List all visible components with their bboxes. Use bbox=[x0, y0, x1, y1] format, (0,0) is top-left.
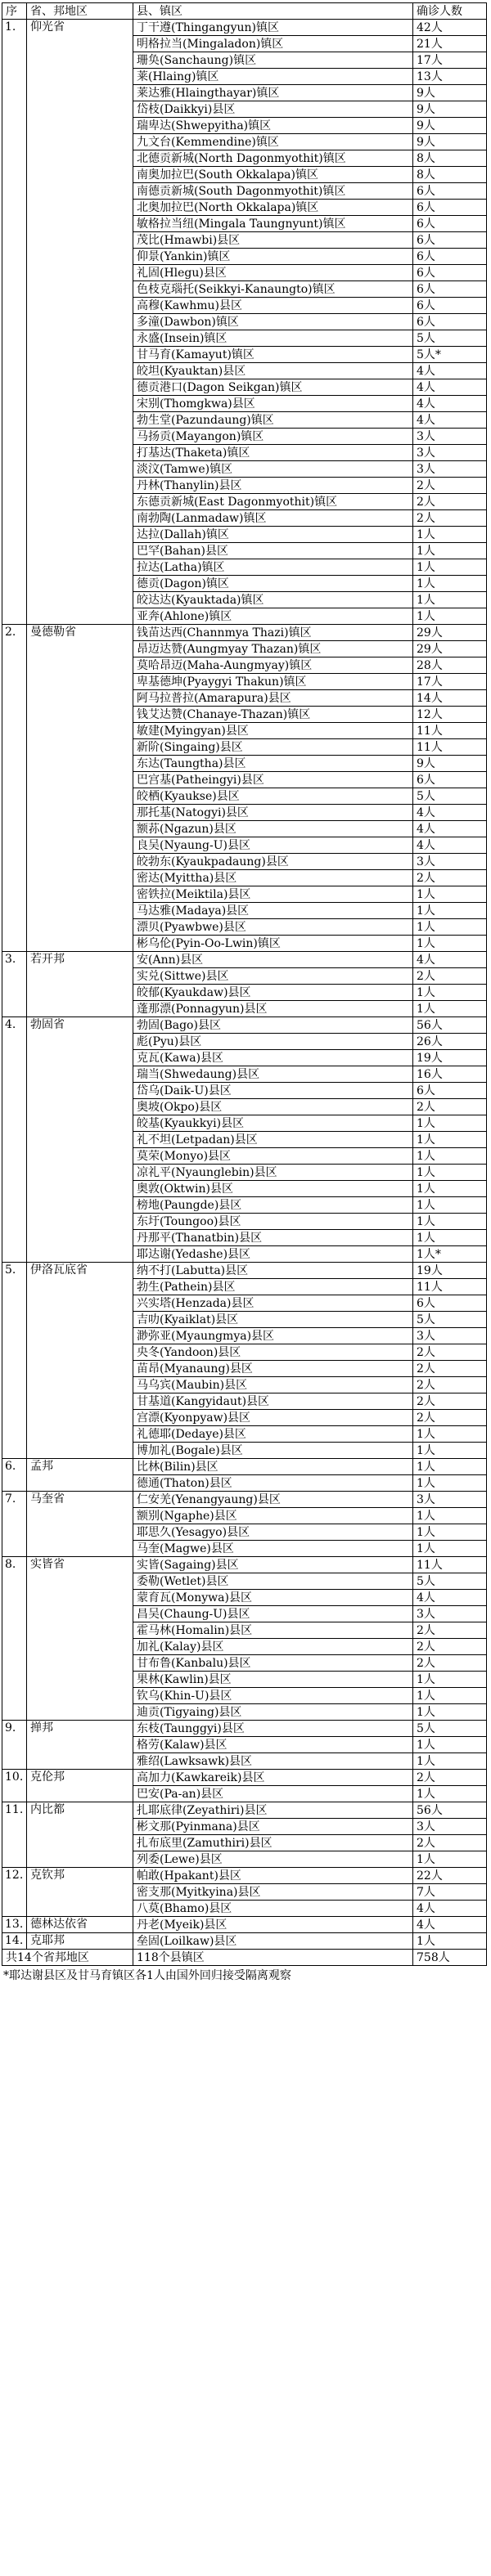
case-count: 1人 bbox=[413, 1524, 487, 1541]
region-name: 实皆省 bbox=[27, 1557, 133, 1721]
town-name: 丹林(Thanylin)县区 bbox=[133, 478, 413, 494]
total-label: 共14个省邦地区 bbox=[2, 1950, 133, 1966]
town-name: 东达(Taungtha)县区 bbox=[133, 756, 413, 772]
town-name: 迪贡(Tigyaing)县区 bbox=[133, 1704, 413, 1721]
region-name: 内比都 bbox=[27, 1802, 133, 1868]
town-name: 色枝克瑙托(Seikkyi-Kanaungto)镇区 bbox=[133, 281, 413, 298]
town-name: 蒙育瓦(Monywa)县区 bbox=[133, 1590, 413, 1606]
case-count: 2人 bbox=[413, 870, 487, 886]
region-name: 克伦邦 bbox=[27, 1770, 133, 1802]
case-count: 6人 bbox=[413, 183, 487, 200]
town-name: 央冬(Yandoon)县区 bbox=[133, 1344, 413, 1361]
town-name: 勃固(Bago)县区 bbox=[133, 1017, 413, 1034]
town-name: 昌吴(Chaung-U)县区 bbox=[133, 1606, 413, 1622]
region-name: 若开邦 bbox=[27, 952, 133, 1017]
town-name: 丹老(Myeik)县区 bbox=[133, 1917, 413, 1933]
town-name: 丁干遵(Thingangyun)镇区 bbox=[133, 20, 413, 36]
case-count: 3人 bbox=[413, 854, 487, 870]
town-name: 南勃陶(Lanmadaw)镇区 bbox=[133, 510, 413, 527]
case-count: 5人 bbox=[413, 330, 487, 347]
case-count: 6人 bbox=[413, 1295, 487, 1312]
case-count: 2人 bbox=[413, 1410, 487, 1426]
town-name: 岱枝(Daikkyi)县区 bbox=[133, 101, 413, 118]
table-row bbox=[2, 1017, 487, 1034]
town-name: 列委(Lewe)县区 bbox=[133, 1851, 413, 1868]
town-name: 达拉(Dallah)镇区 bbox=[133, 527, 413, 543]
case-count: 1人* bbox=[413, 1246, 487, 1263]
region-seq: 13. bbox=[2, 1917, 27, 1933]
town-name: 漂贝(Pyawbwe)县区 bbox=[133, 919, 413, 936]
case-count: 6人 bbox=[413, 249, 487, 265]
case-count: 5人 bbox=[413, 1312, 487, 1328]
town-name: 永盛(Insein)镇区 bbox=[133, 330, 413, 347]
region-seq: 8. bbox=[2, 1557, 27, 1721]
town-name: 钱苗达西(Channmya Thazi)镇区 bbox=[133, 625, 413, 641]
case-count: 1人 bbox=[413, 1851, 487, 1868]
case-count: 11人 bbox=[413, 723, 487, 739]
case-count: 4人 bbox=[413, 1590, 487, 1606]
town-name: 吉叻(Kyaiklat)县区 bbox=[133, 1312, 413, 1328]
case-count: 2人 bbox=[413, 478, 487, 494]
town-name: 礼不坦(Letpadan)县区 bbox=[133, 1132, 413, 1148]
case-count: 1人 bbox=[413, 1001, 487, 1017]
covid-case-table-document bbox=[2, 2, 486, 1984]
region-seq: 6. bbox=[2, 1459, 27, 1492]
case-count: 4人 bbox=[413, 837, 487, 854]
case-count: 19人 bbox=[413, 1263, 487, 1279]
town-name: 明格拉当(Mingaladon)镇区 bbox=[133, 36, 413, 52]
region-name: 孟邦 bbox=[27, 1459, 133, 1492]
case-count: 9人 bbox=[413, 756, 487, 772]
case-count: 1人 bbox=[413, 903, 487, 919]
case-count: 2人 bbox=[413, 1622, 487, 1639]
case-count: 1人 bbox=[413, 1230, 487, 1246]
case-count: 8人 bbox=[413, 167, 487, 183]
town-name: 钦乌(Khin-U)县区 bbox=[133, 1688, 413, 1704]
town-name: 礼固(Hlegu)县区 bbox=[133, 265, 413, 281]
case-count: 1人 bbox=[413, 1688, 487, 1704]
town-name: 博加礼(Bogale)县区 bbox=[133, 1443, 413, 1459]
case-count: 6人 bbox=[413, 314, 487, 330]
case-count: 2人 bbox=[413, 510, 487, 527]
town-name: 高穆(Kawhmu)县区 bbox=[133, 298, 413, 314]
town-name: 皎勃东(Kyaukpadaung)县区 bbox=[133, 854, 413, 870]
footnote: *耶达谢县区及甘马育镇区各1人由国外回归接受隔离观察 bbox=[3, 1969, 291, 1982]
town-name: 北奥加拉巴(North Okkalapa)镇区 bbox=[133, 200, 413, 216]
town-name: 密支那(Myitkyina)县区 bbox=[133, 1884, 413, 1901]
town-name: 密铁拉(Meiktila)县区 bbox=[133, 886, 413, 903]
case-count: 1人 bbox=[413, 1181, 487, 1197]
town-name: 高加力(Kawkareik)县区 bbox=[133, 1770, 413, 1786]
region-name: 曼德勒省 bbox=[27, 625, 133, 952]
town-name: 甘马育(Kamayut)镇区 bbox=[133, 347, 413, 363]
town-name: 仰景(Yankin)镇区 bbox=[133, 249, 413, 265]
town-name: 亚奔(Ahlone)镇区 bbox=[133, 608, 413, 625]
town-name: 皎基(Kyaukkyi)县区 bbox=[133, 1115, 413, 1132]
town-name: 莫荣(Monyo)县区 bbox=[133, 1148, 413, 1165]
case-count: 22人 bbox=[413, 1868, 487, 1884]
case-count: 1人 bbox=[413, 1426, 487, 1443]
town-name: 马奎(Magwe)县区 bbox=[133, 1541, 413, 1557]
case-count: 5人 bbox=[413, 788, 487, 805]
region-seq: 4. bbox=[2, 1017, 27, 1263]
case-count: 2人 bbox=[413, 1377, 487, 1393]
case-count: 1人 bbox=[413, 1475, 487, 1492]
case-count: 1人 bbox=[413, 919, 487, 936]
town-name: 淡汶(Tamwe)镇区 bbox=[133, 461, 413, 478]
town-name: 东圩(Toungoo)县区 bbox=[133, 1214, 413, 1230]
town-name: 甘布鲁(Kanbalu)县区 bbox=[133, 1655, 413, 1672]
case-count: 1人 bbox=[413, 559, 487, 576]
case-count: 2人 bbox=[413, 1835, 487, 1851]
case-count: 13人 bbox=[413, 69, 487, 85]
case-count: 1人 bbox=[413, 985, 487, 1001]
case-count: 11人 bbox=[413, 739, 487, 756]
town-name: 那托基(Natogyi)县区 bbox=[133, 805, 413, 821]
town-name: 兴实塔(Henzada)县区 bbox=[133, 1295, 413, 1312]
town-name: 良吴(Nyaung-U)县区 bbox=[133, 837, 413, 854]
town-name: 奥坡(Okpo)县区 bbox=[133, 1099, 413, 1115]
region-seq: 7. bbox=[2, 1492, 27, 1557]
town-name: 卑基德坤(Pyaygyi Thakun)镇区 bbox=[133, 674, 413, 690]
case-count: 4人 bbox=[413, 379, 487, 396]
town-name: 东枝(Taunggyi)县区 bbox=[133, 1721, 413, 1737]
case-count: 4人 bbox=[413, 821, 487, 837]
table-body bbox=[2, 20, 487, 1950]
case-count: 1人 bbox=[413, 1737, 487, 1753]
town-name: 九文台(Kemmendine)镇区 bbox=[133, 134, 413, 150]
town-name: 珊奂(Sanchaung)镇区 bbox=[133, 52, 413, 69]
case-count: 28人 bbox=[413, 657, 487, 674]
case-count: 3人 bbox=[413, 1606, 487, 1622]
case-count: 4人 bbox=[413, 396, 487, 412]
case-count: 56人 bbox=[413, 1802, 487, 1819]
region-name: 德林达依省 bbox=[27, 1917, 133, 1933]
table-row bbox=[2, 1263, 487, 1279]
table-row bbox=[2, 1459, 487, 1475]
case-count: 19人 bbox=[413, 1050, 487, 1066]
town-name: 八莫(Bhamo)县区 bbox=[133, 1901, 413, 1917]
town-name: 莫哈昂迈(Maha-Aungmyay)镇区 bbox=[133, 657, 413, 674]
town-name: 帕敢(Hpakant)县区 bbox=[133, 1868, 413, 1884]
case-count: 1人 bbox=[413, 936, 487, 952]
case-count: 9人 bbox=[413, 134, 487, 150]
case-count: 11人 bbox=[413, 1557, 487, 1573]
town-name: 勃生(Pathein)县区 bbox=[133, 1279, 413, 1295]
town-name: 雅绍(Lawksawk)县区 bbox=[133, 1753, 413, 1770]
table-row bbox=[2, 1868, 487, 1884]
total-row bbox=[2, 1950, 487, 1966]
town-name: 莱(Hlaing)镇区 bbox=[133, 69, 413, 85]
town-name: 委勒(Wetlet)县区 bbox=[133, 1573, 413, 1590]
table-row bbox=[2, 1802, 487, 1819]
region-name: 克钦邦 bbox=[27, 1868, 133, 1917]
case-count: 1人 bbox=[413, 1459, 487, 1475]
town-name: 安(Ann)县区 bbox=[133, 952, 413, 968]
town-name: 苗昂(Myanaung)县区 bbox=[133, 1361, 413, 1377]
case-count: 1人 bbox=[413, 886, 487, 903]
case-count: 5人* bbox=[413, 347, 487, 363]
case-count: 1人 bbox=[413, 1214, 487, 1230]
case-count: 4人 bbox=[413, 363, 487, 379]
town-name: 耶思久(Yesagyo)县区 bbox=[133, 1524, 413, 1541]
region-seq: 1. bbox=[2, 20, 27, 625]
town-name: 德通(Thaton)县区 bbox=[133, 1475, 413, 1492]
town-name: 彬乌伦(Pyin-Oo-Lwin)镇区 bbox=[133, 936, 413, 952]
town-name: 多潼(Dawbon)镇区 bbox=[133, 314, 413, 330]
town-name: 巴罕(Bahan)县区 bbox=[133, 543, 413, 559]
town-name: 扎耶底律(Zeyathiri)县区 bbox=[133, 1802, 413, 1819]
table-row bbox=[2, 1770, 487, 1786]
case-count: 4人 bbox=[413, 805, 487, 821]
town-name: 皎达达(Kyauktada)镇区 bbox=[133, 592, 413, 608]
region-seq: 14. bbox=[2, 1933, 27, 1950]
town-name: 额荪(Ngazun)县区 bbox=[133, 821, 413, 837]
case-count: 17人 bbox=[413, 674, 487, 690]
town-name: 垒固(Loilkaw)县区 bbox=[133, 1933, 413, 1950]
case-count: 26人 bbox=[413, 1034, 487, 1050]
case-count: 2人 bbox=[413, 494, 487, 510]
case-count: 5人 bbox=[413, 1721, 487, 1737]
town-name: 加礼(Kalay)县区 bbox=[133, 1639, 413, 1655]
header-region: 省、邦地区 bbox=[27, 3, 133, 20]
region-seq: 12. bbox=[2, 1868, 27, 1917]
case-count: 1人 bbox=[413, 1786, 487, 1802]
case-count: 1人 bbox=[413, 576, 487, 592]
town-name: 德贡港口(Dagon Seikgan)镇区 bbox=[133, 379, 413, 396]
town-name: 瑞当(Shwedaung)县区 bbox=[133, 1066, 413, 1083]
case-count: 1人 bbox=[413, 1753, 487, 1770]
case-count: 6人 bbox=[413, 772, 487, 788]
case-count: 6人 bbox=[413, 200, 487, 216]
town-name: 纳不打(Labutta)县区 bbox=[133, 1263, 413, 1279]
case-count: 29人 bbox=[413, 625, 487, 641]
case-table bbox=[2, 2, 487, 1966]
town-name: 额别(Ngaphe)县区 bbox=[133, 1508, 413, 1524]
town-name: 打基达(Thaketa)镇区 bbox=[133, 445, 413, 461]
case-count: 9人 bbox=[413, 85, 487, 101]
case-count: 1人 bbox=[413, 1704, 487, 1721]
case-count: 3人 bbox=[413, 429, 487, 445]
town-name: 茂比(Hmawbi)县区 bbox=[133, 232, 413, 249]
table-row bbox=[2, 952, 487, 968]
case-count: 1人 bbox=[413, 1672, 487, 1688]
case-count: 17人 bbox=[413, 52, 487, 69]
case-count: 8人 bbox=[413, 150, 487, 167]
case-count: 1人 bbox=[413, 1443, 487, 1459]
table-header-row bbox=[2, 3, 487, 20]
region-seq: 10. bbox=[2, 1770, 27, 1802]
region-name: 克耶邦 bbox=[27, 1933, 133, 1950]
region-seq: 2. bbox=[2, 625, 27, 952]
region-name: 伊洛瓦底省 bbox=[27, 1263, 133, 1459]
case-count: 3人 bbox=[413, 1492, 487, 1508]
case-count: 1人 bbox=[413, 1933, 487, 1950]
town-name: 丹那平(Thanatbin)县区 bbox=[133, 1230, 413, 1246]
town-name: 敏格拉当纽(Mingala Taungnyunt)镇区 bbox=[133, 216, 413, 232]
town-name: 拉达(Latha)镇区 bbox=[133, 559, 413, 576]
case-count: 2人 bbox=[413, 1361, 487, 1377]
town-name: 敏建(Myingyan)县区 bbox=[133, 723, 413, 739]
town-name: 北德贡新城(North Dagonmyothit)镇区 bbox=[133, 150, 413, 167]
region-seq: 11. bbox=[2, 1802, 27, 1868]
town-name: 瑞卑达(Shwepyitha)镇区 bbox=[133, 118, 413, 134]
total-towns: 118个县镇区 bbox=[133, 1950, 413, 1966]
table-row bbox=[2, 1492, 487, 1508]
case-count: 2人 bbox=[413, 1655, 487, 1672]
case-count: 1人 bbox=[413, 1541, 487, 1557]
case-count: 9人 bbox=[413, 118, 487, 134]
town-name: 马达雅(Madaya)县区 bbox=[133, 903, 413, 919]
town-name: 皎郁(Kyaukdaw)县区 bbox=[133, 985, 413, 1001]
town-name: 巴安(Pa-an)县区 bbox=[133, 1786, 413, 1802]
region-name: 马奎省 bbox=[27, 1492, 133, 1557]
case-count: 4人 bbox=[413, 412, 487, 429]
town-name: 巴宫基(Patheingyi)县区 bbox=[133, 772, 413, 788]
town-name: 奥敦(Oktwin)县区 bbox=[133, 1181, 413, 1197]
case-count: 9人 bbox=[413, 101, 487, 118]
region-name: 仰光省 bbox=[27, 20, 133, 625]
town-name: 密达(Myittha)县区 bbox=[133, 870, 413, 886]
case-count: 3人 bbox=[413, 1328, 487, 1344]
case-count: 1人 bbox=[413, 1115, 487, 1132]
town-name: 东德贡新城(East Dagonmyothit)镇区 bbox=[133, 494, 413, 510]
town-name: 仁安羌(Yenangyaung)县区 bbox=[133, 1492, 413, 1508]
case-count: 3人 bbox=[413, 445, 487, 461]
town-name: 岱乌(Daik-U)县区 bbox=[133, 1083, 413, 1099]
town-name: 阿马拉普拉(Amarapura)县区 bbox=[133, 690, 413, 707]
table-row bbox=[2, 1917, 487, 1933]
header-count: 确诊人数 bbox=[413, 3, 487, 20]
town-name: 扎布底里(Zamuthiri)县区 bbox=[133, 1835, 413, 1851]
region-seq: 9. bbox=[2, 1721, 27, 1770]
town-name: 昂迈达赞(Aungmyay Thazan)镇区 bbox=[133, 641, 413, 657]
case-count: 1人 bbox=[413, 1165, 487, 1181]
case-count: 6人 bbox=[413, 232, 487, 249]
case-count: 6人 bbox=[413, 298, 487, 314]
town-name: 宫漂(Kyonpyaw)县区 bbox=[133, 1410, 413, 1426]
case-count: 6人 bbox=[413, 265, 487, 281]
case-count: 7人 bbox=[413, 1884, 487, 1901]
case-count: 4人 bbox=[413, 952, 487, 968]
town-name: 钱艾达赞(Chanaye-Thazan)镇区 bbox=[133, 707, 413, 723]
town-name: 德贡(Dagon)镇区 bbox=[133, 576, 413, 592]
case-count: 3人 bbox=[413, 1819, 487, 1835]
case-count: 6人 bbox=[413, 216, 487, 232]
case-count: 2人 bbox=[413, 968, 487, 985]
town-name: 耶达谢(Yedashe)县区 bbox=[133, 1246, 413, 1263]
town-name: 南奥加拉巴(South Okkalapa)镇区 bbox=[133, 167, 413, 183]
case-count: 21人 bbox=[413, 36, 487, 52]
case-count: 16人 bbox=[413, 1066, 487, 1083]
case-count: 2人 bbox=[413, 1393, 487, 1410]
town-name: 实兑(Sittwe)县区 bbox=[133, 968, 413, 985]
case-count: 6人 bbox=[413, 281, 487, 298]
town-name: 马扬贡(Mayangon)镇区 bbox=[133, 429, 413, 445]
town-name: 南德贡新城(South Dagonmyothit)镇区 bbox=[133, 183, 413, 200]
town-name: 皎坦(Kyauktan)县区 bbox=[133, 363, 413, 379]
region-seq: 5. bbox=[2, 1263, 27, 1459]
case-count: 1人 bbox=[413, 1197, 487, 1214]
case-count: 3人 bbox=[413, 461, 487, 478]
town-name: 礼德耶(Dedaye)县区 bbox=[133, 1426, 413, 1443]
town-name: 马乌宾(Maubin)县区 bbox=[133, 1377, 413, 1393]
case-count: 12人 bbox=[413, 707, 487, 723]
town-name: 渺弥亚(Myaungmya)县区 bbox=[133, 1328, 413, 1344]
case-count: 11人 bbox=[413, 1279, 487, 1295]
town-name: 果林(Kawlin)县区 bbox=[133, 1672, 413, 1688]
town-name: 莱达雅(Hlaingthayar)镇区 bbox=[133, 85, 413, 101]
town-name: 彬文那(Pyinmana)县区 bbox=[133, 1819, 413, 1835]
case-count: 14人 bbox=[413, 690, 487, 707]
town-name: 比林(Bilin)县区 bbox=[133, 1459, 413, 1475]
table-row bbox=[2, 1933, 487, 1950]
case-count: 1人 bbox=[413, 1148, 487, 1165]
case-count: 2人 bbox=[413, 1770, 487, 1786]
town-name: 榜地(Paungde)县区 bbox=[133, 1197, 413, 1214]
town-name: 实皆(Sagaing)县区 bbox=[133, 1557, 413, 1573]
case-count: 1人 bbox=[413, 527, 487, 543]
case-count: 2人 bbox=[413, 1639, 487, 1655]
case-count: 42人 bbox=[413, 20, 487, 36]
case-count: 29人 bbox=[413, 641, 487, 657]
table-row bbox=[2, 1557, 487, 1573]
case-count: 2人 bbox=[413, 1344, 487, 1361]
case-count: 4人 bbox=[413, 1901, 487, 1917]
case-count: 6人 bbox=[413, 1083, 487, 1099]
case-count: 1人 bbox=[413, 1132, 487, 1148]
town-name: 甘基道(Kangyidaut)县区 bbox=[133, 1393, 413, 1410]
town-name: 凉礼平(Nyaunglebin)县区 bbox=[133, 1165, 413, 1181]
case-count: 2人 bbox=[413, 1099, 487, 1115]
town-name: 霍马林(Homalin)县区 bbox=[133, 1622, 413, 1639]
table-row bbox=[2, 625, 487, 641]
region-seq: 3. bbox=[2, 952, 27, 1017]
region-name: 掸邦 bbox=[27, 1721, 133, 1770]
case-count: 1人 bbox=[413, 608, 487, 625]
total-count: 758人 bbox=[413, 1950, 487, 1966]
town-name: 勃生堂(Pazundaung)镇区 bbox=[133, 412, 413, 429]
region-name: 勃固省 bbox=[27, 1017, 133, 1263]
town-name: 彪(Pyu)县区 bbox=[133, 1034, 413, 1050]
town-name: 克瓦(Kawa)县区 bbox=[133, 1050, 413, 1066]
header-town: 县、镇区 bbox=[133, 3, 413, 20]
case-count: 56人 bbox=[413, 1017, 487, 1034]
table-row bbox=[2, 1721, 487, 1737]
header-seq: 序 bbox=[2, 3, 27, 20]
town-name: 新阶(Singaing)县区 bbox=[133, 739, 413, 756]
town-name: 蓬那漂(Ponnagyun)县区 bbox=[133, 1001, 413, 1017]
town-name: 宋别(Thomgkwa)县区 bbox=[133, 396, 413, 412]
case-count: 5人 bbox=[413, 1573, 487, 1590]
town-name: 皎栖(Kyaukse)县区 bbox=[133, 788, 413, 805]
case-count: 1人 bbox=[413, 543, 487, 559]
case-count: 1人 bbox=[413, 1508, 487, 1524]
town-name: 格劳(Kalaw)县区 bbox=[133, 1737, 413, 1753]
case-count: 1人 bbox=[413, 592, 487, 608]
table-row bbox=[2, 20, 487, 36]
case-count: 4人 bbox=[413, 1917, 487, 1933]
